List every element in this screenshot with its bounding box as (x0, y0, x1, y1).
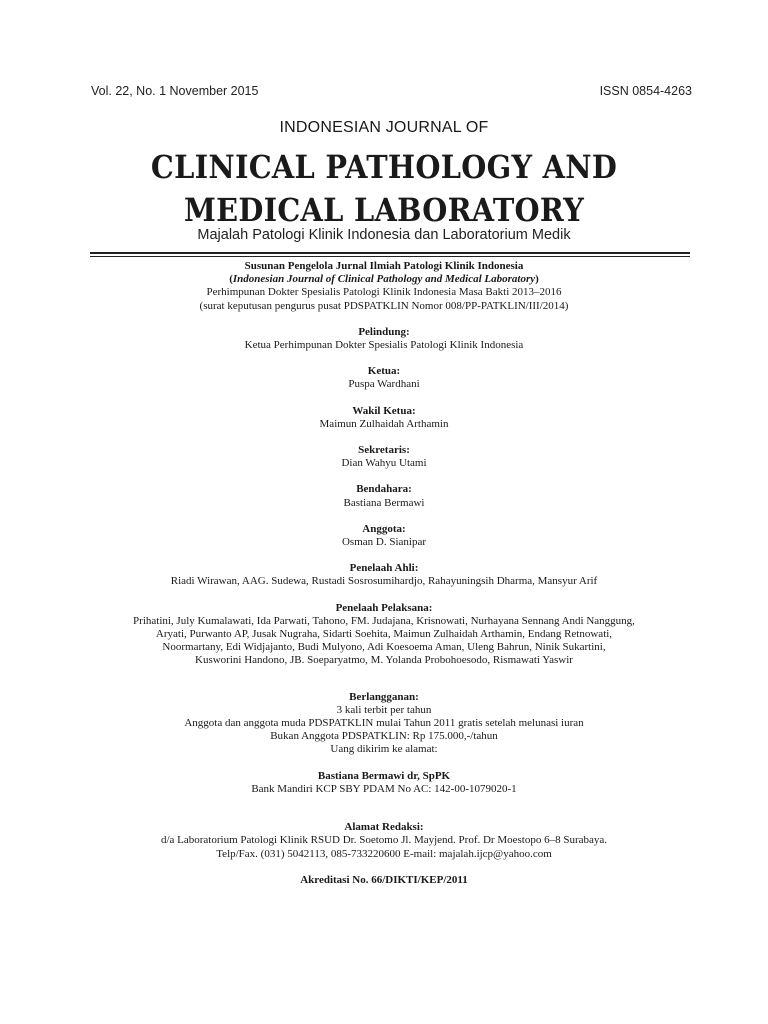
berlangganan-heading: Berlangganan: (349, 690, 419, 703)
divider-thick (90, 252, 690, 254)
issn: ISSN 0854-4263 (599, 84, 692, 98)
intro-line2: (Indonesian Journal of Clinical Pathology and Medical Laboratory) (229, 273, 539, 286)
ketua-heading: Ketua: (367, 365, 401, 378)
pelindung-value: Ketua Perhimpunan Dokter Spesialis Patologi Klinik Indonesia (244, 339, 524, 352)
editorial-board (60, 260, 708, 887)
sekretaris-heading: Sekretaris: (358, 444, 410, 457)
journal-name-english: Indonesian Journal of Clinical Pathology and Medical Laboratory (232, 273, 536, 286)
akreditasi: Akreditasi No. 66/DIKTI/KEP/2011 (300, 873, 468, 886)
penelaah-pelaksana-line: Aryati, Purwanto AP, Jusak Nugraha, Sidarti Soehita, Maimun Zulhaidah Arthamin, Endang Retnowati, (155, 628, 613, 641)
wakil-ketua-value: Maimun Zulhaidah Arthamin (319, 417, 449, 430)
journal-title-line2: MEDICAL LABORATORY (183, 191, 585, 229)
bendahara-value: Bastiana Bermawi (343, 496, 425, 509)
intro-line3: Perhimpunan Dokter Spesialis Patologi Klinik Indonesia Masa Bakti 2013–2016 (206, 286, 562, 299)
journal-title-line1: CLINICAL PATHOLOGY AND (150, 148, 618, 186)
penelaah-pelaksana-line: Noormartany, Edi Widjajanto, Budi Mulyono, Adi Koesoema Aman, Uleng Bahrun, Ninik Sukartini, (162, 641, 606, 654)
penelaah-pelaksana-line: Prihatini, July Kumalawati, Ida Parwati, Tahono, FM. Judajana, Krisnowati, Nurhayana Sennang Andi Nanggung, (133, 614, 635, 627)
berlangganan-line: Anggota dan anggota muda PDSPATKLIN mulai Tahun 2011 gratis setelah melunasi iuran (184, 717, 584, 730)
volume-info: Vol. 22, No. 1 November 2015 (91, 84, 259, 98)
wakil-ketua-heading: Wakil Ketua: (352, 404, 416, 417)
bendahara-heading: Bendahara: (356, 483, 412, 496)
berlangganan-line: Uang dikirim ke alamat: (330, 743, 438, 756)
berlangganan-line: 3 kali terbit per tahun (336, 703, 432, 716)
pembayaran-value: Bank Mandiri KCP SBY PDAM No AC: 142-00-1079020-1 (251, 782, 517, 795)
journal-pre-title: INDONESIAN JOURNAL OF (279, 119, 489, 136)
pembayaran-heading: Bastiana Bermawi dr, SpPK (317, 769, 451, 782)
sekretaris-value: Dian Wahyu Utami (341, 457, 427, 470)
anggota-heading: Anggota: (362, 522, 406, 535)
pelindung-heading: Pelindung: (358, 325, 410, 338)
berlangganan-line: Bukan Anggota PDSPATKLIN: Rp 175.000,-/tahun (270, 730, 498, 743)
alamat-line: d/a Laboratorium Patologi Klinik RSUD Dr. Soetomo Jl. Mayjend. Prof. Dr Moestopo 6–8 Surabaya. (160, 834, 608, 847)
alamat-line: Telp/Fax. (031) 5042113, 085-733220600 E-mail: majalah.ijcp@yahoo.com (216, 847, 552, 860)
penelaah-pelaksana-heading: Penelaah Pelaksana: (335, 601, 433, 614)
alamat-heading: Alamat Redaksi: (344, 821, 424, 834)
divider-thin (90, 256, 690, 257)
issue-header (91, 84, 692, 98)
ketua-value: Puspa Wardhani (348, 378, 420, 391)
penelaah-ahli-heading: Penelaah Ahli: (349, 562, 419, 575)
intro-line4: (surat keputusan pengurus pusat PDSPATKLIN Nomor 008/PP-PATKLIN/III/2014) (199, 299, 569, 312)
journal-subtitle: Majalah Patologi Klinik Indonesia dan Laboratorium Medik (197, 227, 571, 243)
intro-line1: Susunan Pengelola Jurnal Ilmiah Patologi Klinik Indonesia (244, 260, 524, 272)
penelaah-pelaksana-line: Kusworini Handono, JB. Soeparyatmo, M. Yolanda Probohoesodo, Rismawati Yaswir (195, 654, 573, 667)
penelaah-ahli-value: Riadi Wirawan, AAG. Sudewa, Rustadi Sosrosumihardjo, Rahayuningsih Dharma, Mansyur Arif (170, 575, 598, 588)
anggota-value: Osman D. Sianipar (341, 536, 426, 549)
